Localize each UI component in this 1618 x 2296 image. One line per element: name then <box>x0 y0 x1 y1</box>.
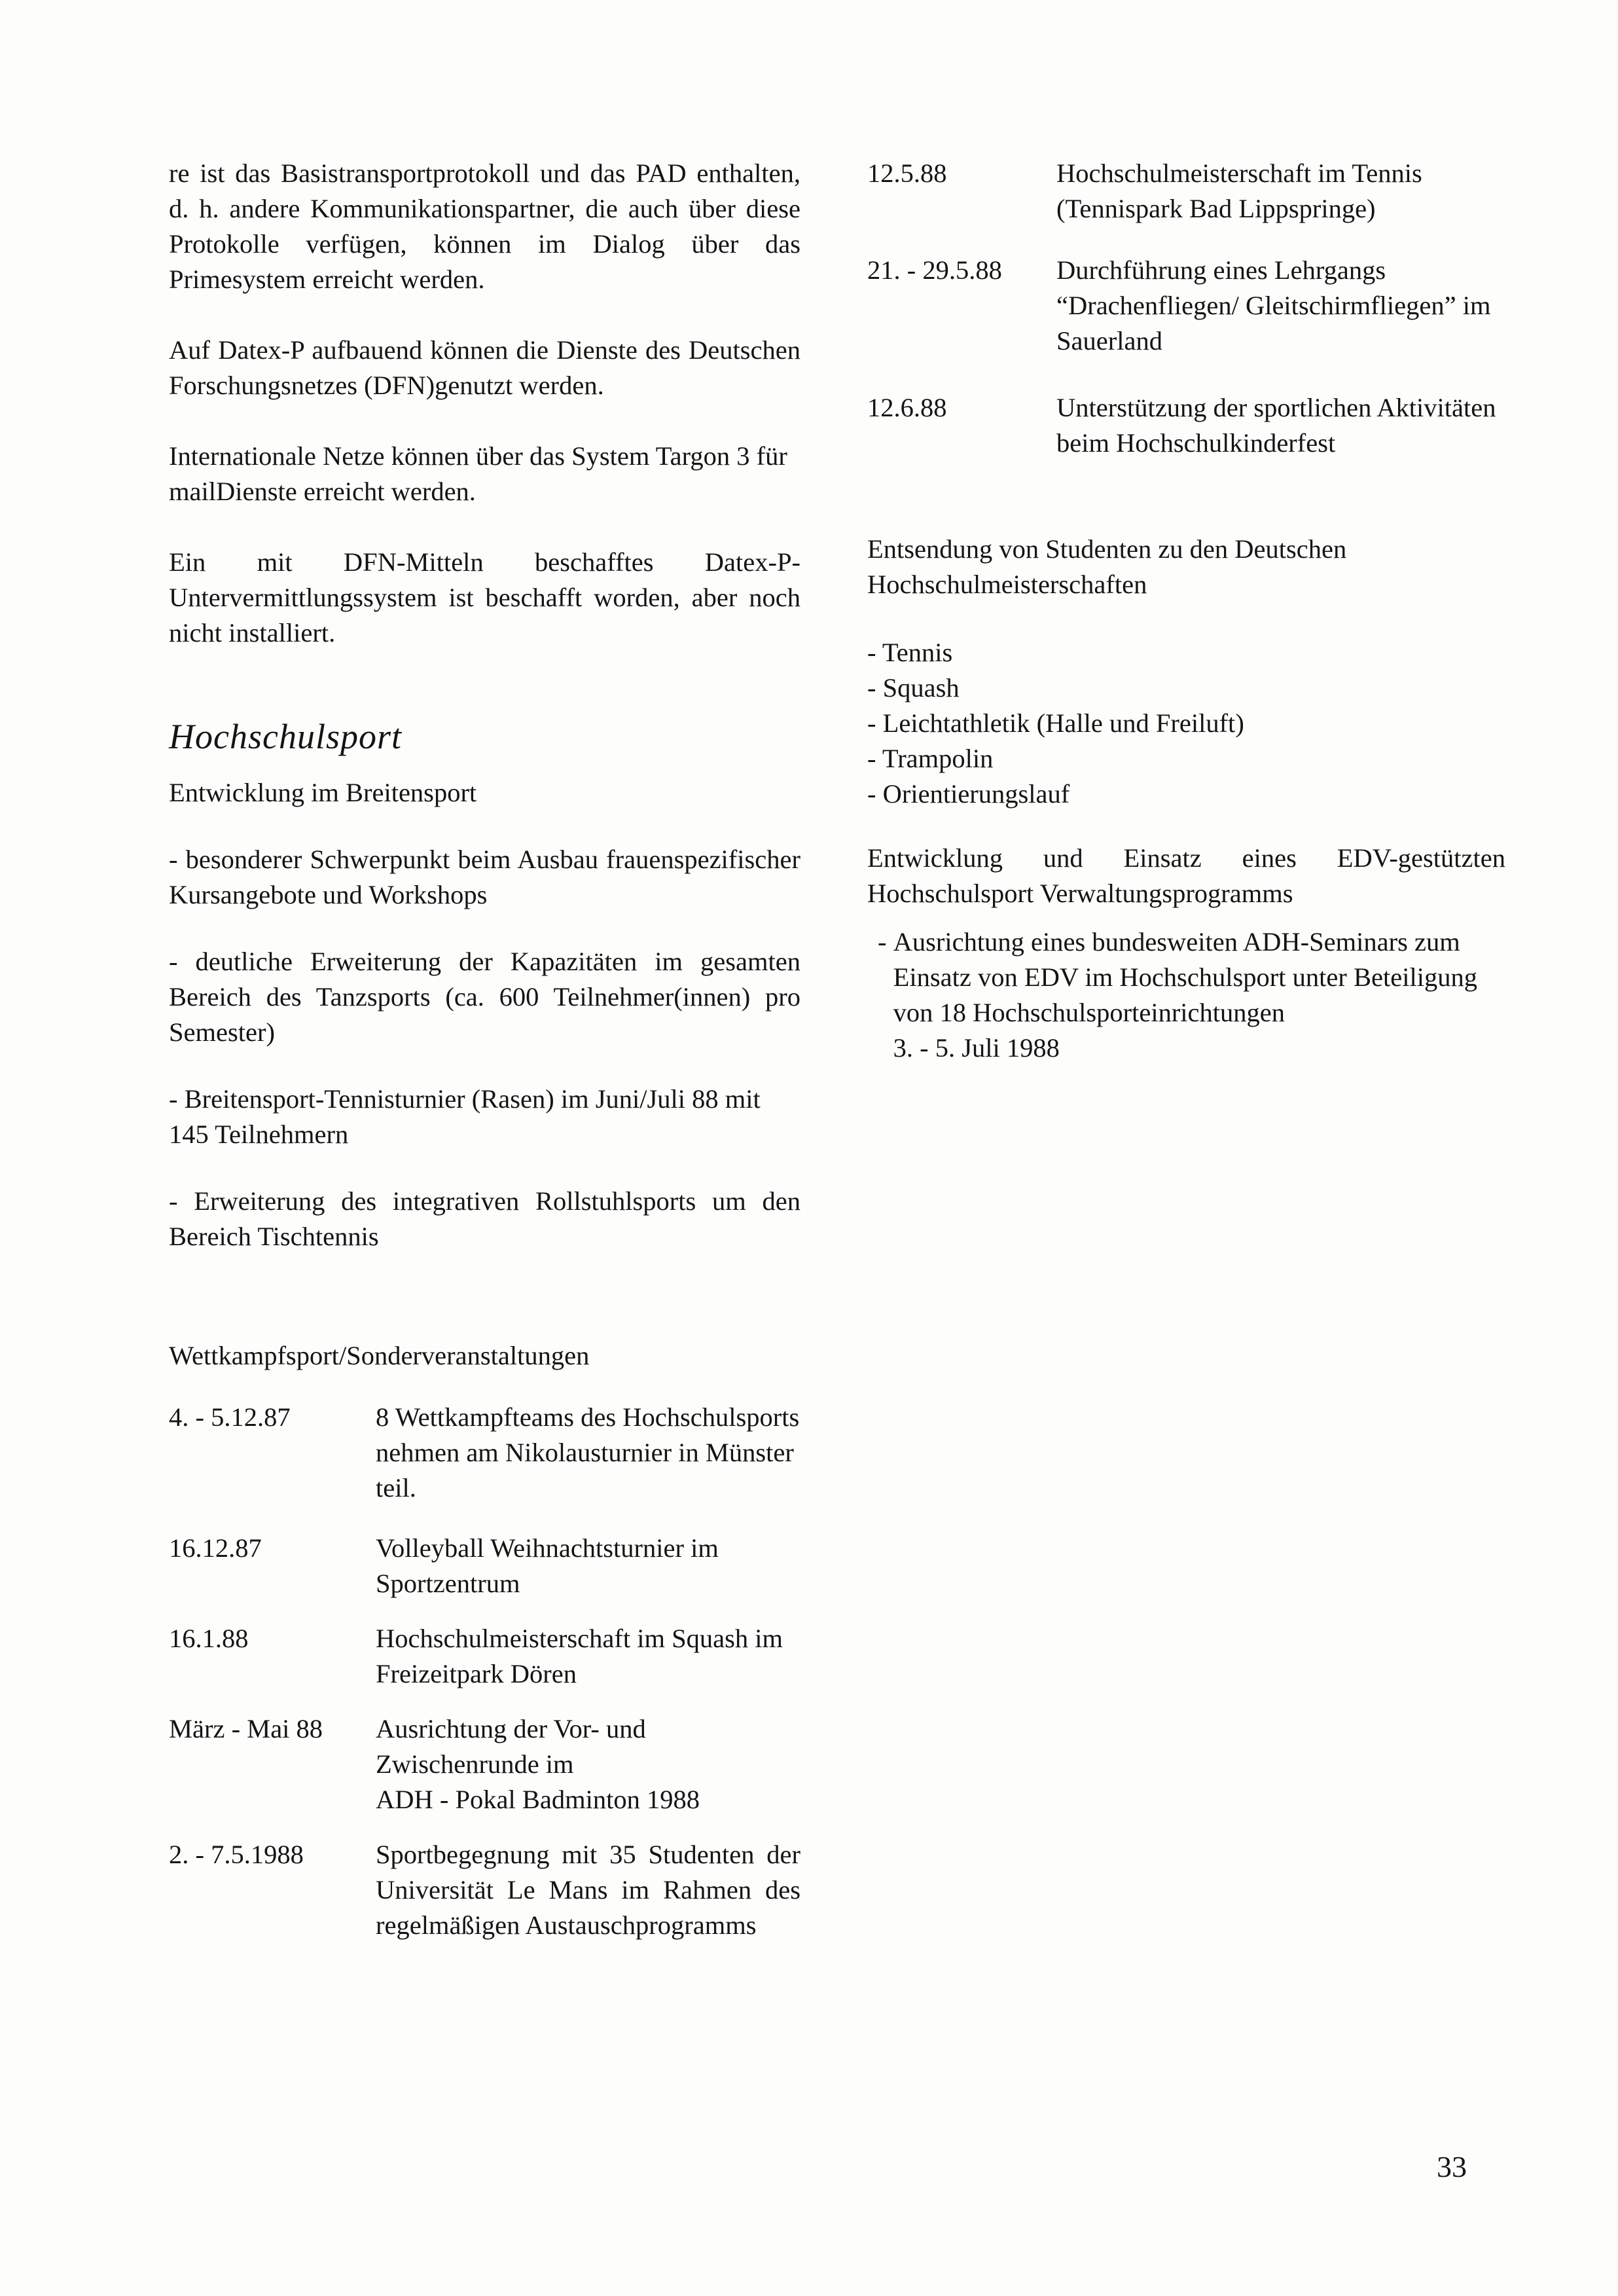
left-column <box>169 156 800 1943</box>
list-item: - Tennis <box>867 638 953 667</box>
bullet-dash: - <box>878 927 893 957</box>
event-row <box>867 390 1505 461</box>
list-item: - Leichtathletik (Halle und Freiluft) <box>867 708 1244 738</box>
event-date: 4. - 5.12.87 <box>169 1402 291 1432</box>
event-description: Unterstützung der sportlichen Aktivitäten beim Hochschulkinderfest <box>1056 393 1496 458</box>
section-heading-hochschulsport: Hochschulsport <box>169 717 402 756</box>
list-item: - Squash <box>867 673 960 702</box>
subheading-breitensport: Entwicklung im Breitensport <box>169 778 477 807</box>
event-date: März - Mai 88 <box>169 1714 323 1743</box>
event-description: Hochschulmeisterschaft im Tennis (Tennispark Bad Lippspringe) <box>1056 158 1422 223</box>
list-item: - besonderer Schwerpunkt beim Ausbau frauenspezifischer Kursangebote und Workshops <box>169 845 800 909</box>
paragraph-edv: Entwicklung und Einsatz eines EDV-gestützten Hochschulsport Verwaltungsprogramms <box>867 843 1505 908</box>
paragraph-datex-protocol: re ist das Basistransportprotokoll und das PAD enthalten, d. h. andere Kommunikationspartner, die auch über diese Protokolle verfügen, können im Dialog über das Primesystem erreicht werden. <box>169 158 800 294</box>
bullet-content <box>893 924 1505 1066</box>
event-description: Volleyball Weihnachtsturnier im Sportzentrum <box>376 1533 719 1598</box>
event-date: 21. - 29.5.88 <box>867 255 1002 285</box>
event-description: 8 Wettkampfteams des Hochschulsports nehmen am Nikolausturnier in Münster teil. <box>376 1402 800 1503</box>
event-description-line: Ausrichtung der Vor- und Zwischenrunde im <box>376 1714 646 1779</box>
list-item: - Erweiterung des integrativen Rollstuhlsports um den Bereich Tischtennis <box>169 1186 800 1251</box>
bullet-date: 3. - 5. Juli 1988 <box>893 1033 1060 1063</box>
sports-list <box>867 635 1505 812</box>
event-description <box>376 1711 800 1817</box>
list-item: - Breitensport-Tennisturnier (Rasen) im Juni/Juli 88 mit 145 Teilnehmern <box>169 1084 761 1149</box>
event-description: Hochschulmeisterschaft im Squash im Freizeitpark Dören <box>376 1624 783 1688</box>
paragraph-untervermittlung: Ein mit DFN-Mitteln beschafftes Datex-P-Untervermittlungssystem ist beschafft worden, aber noch nicht installiert. <box>169 547 800 647</box>
list-item: - deutliche Erweiterung der Kapazitäten im gesamten Bereich des Tanzsports (ca. 600 Teilnehmer(innen) pro Semester) <box>169 947 800 1047</box>
event-row <box>169 1531 800 1601</box>
event-date: 16.1.88 <box>169 1624 249 1653</box>
list-item-adh-seminar <box>867 924 1505 1066</box>
event-row <box>867 156 1505 227</box>
event-description-line: ADH - Pokal Badminton 1988 <box>376 1785 700 1814</box>
bullet-text: Ausrichtung eines bundesweiten ADH-Seminars zum Einsatz von EDV im Hochschulsport unter Beteiligung von 18 Hochschulsporteinrichtungen <box>893 927 1477 1027</box>
paragraph-entsendung: Entsendung von Studenten zu den Deutschen Hochschulmeisterschaften <box>867 534 1347 599</box>
event-row <box>169 1400 800 1506</box>
event-description: Sportbegegnung mit 35 Studenten der Universität Le Mans im Rahmen des regelmäßigen Austauschprogramms <box>376 1840 800 1940</box>
list-item: - Trampolin <box>867 744 994 773</box>
paragraph-international-networks: Internationale Netze können über das System Targon 3 für mailDienste erreicht werden. <box>169 441 787 506</box>
event-row <box>169 1621 800 1692</box>
paragraph-dfn: Auf Datex-P aufbauend können die Dienste des Deutschen Forschungsnetzes (DFN)genutzt werden. <box>169 335 800 400</box>
right-column <box>867 156 1505 1066</box>
event-row <box>169 1837 800 1943</box>
event-date: 12.5.88 <box>867 158 947 188</box>
subheading-wettkampfsport: Wettkampfsport/Sonderveranstaltungen <box>169 1341 590 1370</box>
event-date: 2. - 7.5.1988 <box>169 1840 304 1869</box>
event-date: 16.12.87 <box>169 1533 262 1563</box>
event-row <box>867 253 1505 359</box>
list-item: - Orientierungslauf <box>867 779 1070 809</box>
event-date: 12.6.88 <box>867 393 947 422</box>
event-description: Durchführung eines Lehrgangs “Drachenfliegen/ Gleitschirmfliegen” im Sauerland <box>1056 255 1491 355</box>
event-row <box>169 1711 800 1817</box>
page-number: 33 <box>1437 2150 1467 2183</box>
